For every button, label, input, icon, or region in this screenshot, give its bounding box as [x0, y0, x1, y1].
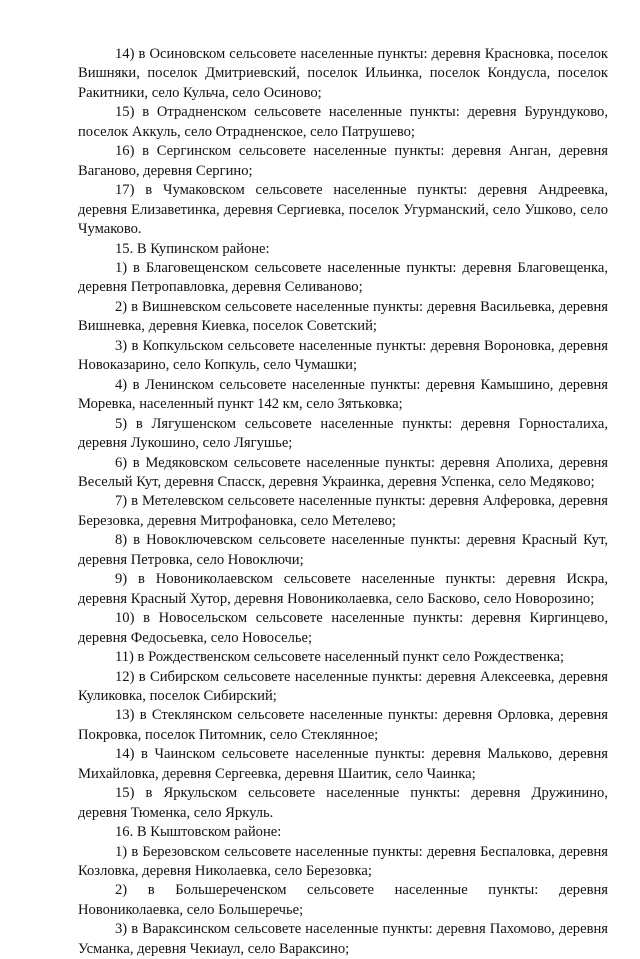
- paragraph: 3) в Вараксинском сельсовете населенные пункты: деревня Пахомово, деревня Усманка, деревня Чекиаул, село Вараксино;: [78, 921, 608, 957]
- paragraph: 2) в Большереченском сельсовете населенные пункты: деревня Новониколаевка, село Большеречье;: [78, 882, 608, 918]
- paragraph: 14) в Чаинском сельсовете населенные пункты: деревня Мальково, деревня Михайловка, деревня Сергеевка, деревня Шаитик, село Чаинка;: [78, 746, 608, 782]
- paragraph: 1) в Березовском сельсовете населенные пункты: деревня Беспаловка, деревня Козловка, деревня Николаевка, село Березовка;: [78, 843, 608, 880]
- paragraph: 5) в Лягушенском сельсовете населенные пункты: деревня Горносталиха, деревня Лукошино, село Лягушье;: [78, 415, 608, 452]
- document-page: [78, 45, 608, 959]
- paragraph: 16) в Сергинском сельсовете населенные пункты: деревня Анган, деревня Ваганово, деревня Сергино;: [78, 143, 608, 179]
- paragraph: 11) в Рождественском сельсовете населенный пункт село Рождественка;: [115, 649, 565, 666]
- paragraph: 8) в Новоключевском сельсовете населенные пункты: деревня Красный Кут, деревня Петровка, село Новоключи;: [78, 532, 608, 568]
- paragraph: 15) в Отрадненском сельсовете населенные пункты: деревня Бурундуково, поселок Аккуль, село Отрадненское, село Патрушево;: [78, 104, 608, 140]
- paragraph: 7) в Метелевском сельсовете населенные пункты: деревня Алферовка, деревня Березовка, деревня Митрофановка, село Метелево;: [78, 493, 608, 529]
- paragraph: 13) в Стеклянском сельсовете населенные пункты: деревня Орловка, деревня Покровка, поселок Питомник, село Стеклянное;: [78, 707, 608, 743]
- section-heading: 16. В Кыштовском районе:: [115, 824, 282, 841]
- paragraph: 2) в Вишневском сельсовете населенные пункты: деревня Васильевка, деревня Вишневка, деревня Киевка, поселок Советский;: [78, 298, 608, 335]
- paragraph: 6) в Медяковском сельсовете населенные пункты: деревня Аполиха, деревня Веселый Кут, деревня Спасск, деревня Украинка, деревня Успенка, село Медяково;: [78, 454, 608, 490]
- paragraph: 10) в Новосельском сельсовете населенные пункты: деревня Киргинцево, деревня Федосьевка, село Новоселье;: [78, 610, 608, 646]
- paragraph: 17) в Чумаковском сельсовете населенные пункты: деревня Андреевка, деревня Елизаветинка, деревня Сергиевка, поселок Угурманский, село Ушково, село Чумаково.: [78, 182, 608, 238]
- paragraph: 3) в Копкульском сельсовете населенные пункты: деревня Вороновка, деревня Новоказарино, село Копкуль, село Чумашки;: [78, 337, 608, 374]
- paragraph: 4) в Ленинском сельсовете населенные пункты: деревня Камышино, деревня Моревка, населенный пункт 142 км, село Зятьковка;: [78, 376, 608, 413]
- section-heading: 15. В Купинском районе:: [115, 240, 270, 257]
- paragraph: 12) в Сибирском сельсовете населенные пункты: деревня Алексеевка, деревня Куликовка, поселок Сибирский;: [78, 668, 608, 704]
- paragraph: 15) в Яркульском сельсовете населенные пункты: деревня Дружинино, деревня Тюменка, село Яркуль.: [78, 785, 608, 821]
- paragraph: 14) в Осиновском сельсовете населенные пункты: деревня Красновка, поселок Вишняки, поселок Дмитриевский, поселок Ильинка, поселок Кондусла, поселок Ракитники, село Кульча, село Осиново;: [78, 46, 608, 101]
- paragraph: 9) в Новониколаевском сельсовете населенные пункты: деревня Искра, деревня Красный Хутор, деревня Новониколаевка, село Басково, село Новорозино;: [78, 571, 608, 607]
- paragraph: 1) в Благовещенском сельсовете населенные пункты: деревня Благовещенка, деревня Петропавловка, деревня Селиваново;: [78, 259, 608, 296]
